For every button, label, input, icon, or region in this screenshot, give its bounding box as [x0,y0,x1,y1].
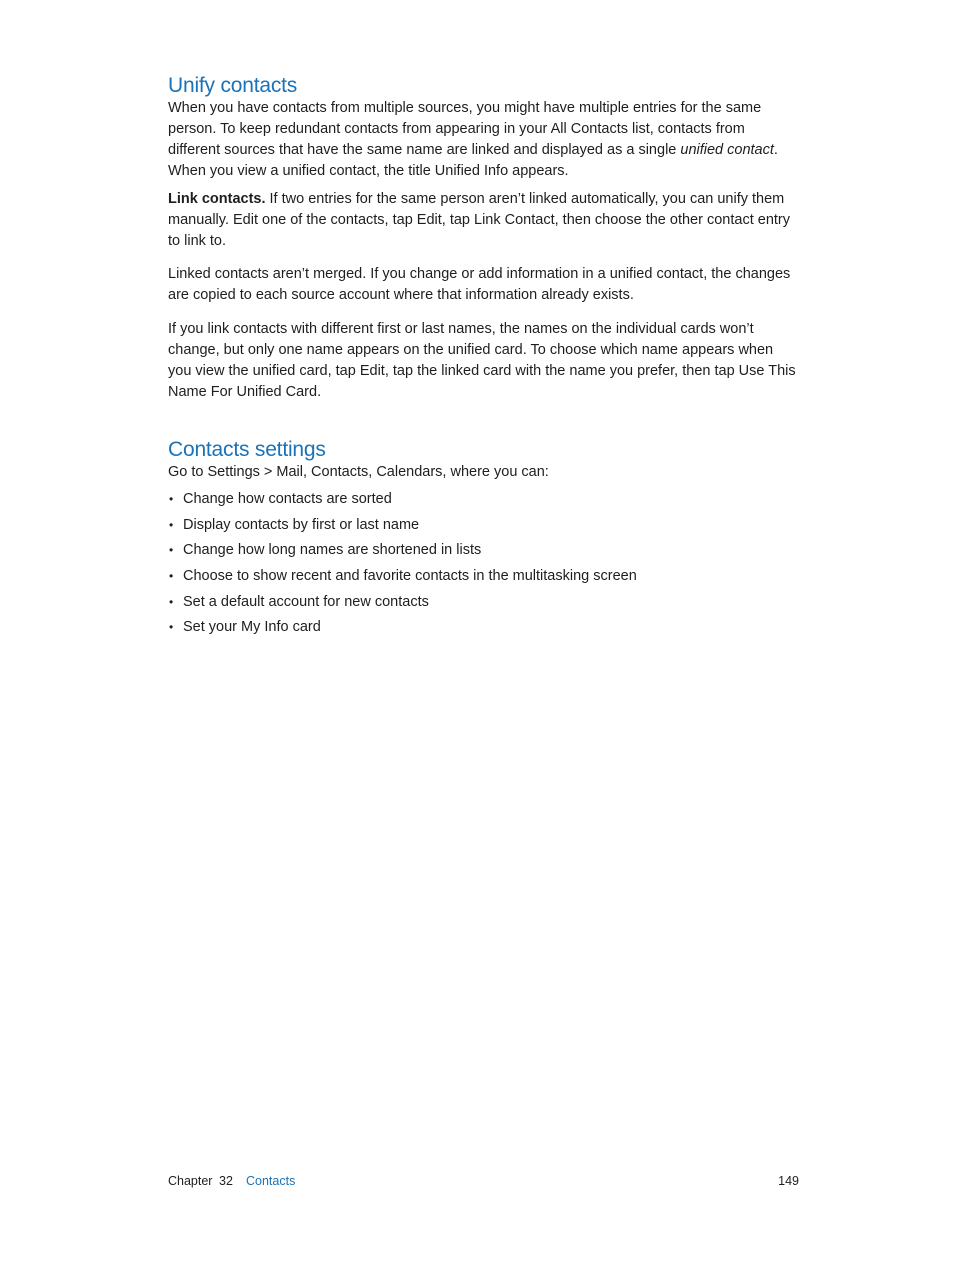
bullet-icon: • [169,543,174,558]
list-item [168,617,637,643]
footer-chapter-label: Chapter [168,1174,213,1188]
section-heading-contacts-settings: Contacts settings [168,438,326,461]
bullet-icon: • [169,492,174,506]
bullet-icon: • [169,594,174,609]
link-contacts-lead: Link contacts. [168,191,266,207]
link-contacts-text: If two entries for the same person aren’t linked automatically, you can unify them manually. Edit one of the contacts, tap Edit, tap Link Contact, then choose the other contact entry to link to. [168,191,790,249]
unified-contact-term: unified contact [680,142,774,158]
list-item-text: Set a default account for new contacts [183,593,429,610]
link-contacts-paragraph [168,189,800,252]
list-item [168,566,637,592]
footer-page-number: 149 [778,1174,799,1188]
list-item-text: Change how long names are shortened in lists [183,542,482,559]
list-item-text: Display contacts by first or last name [183,516,420,533]
bullet-icon: • [169,620,174,635]
bullet-icon: • [169,517,174,532]
list-item [168,592,637,618]
list-item-text: Set your My Info card [183,619,321,636]
section-heading-unify-contacts: Unify contacts [168,74,298,97]
footer-chapter-link[interactable]: Contacts [246,1174,296,1188]
bullet-icon: • [169,569,174,584]
list-item-text: Change how contacts are sorted [183,491,392,507]
settings-bullet-list [168,489,637,643]
settings-intro-paragraph: Go to Settings > Mail, Contacts, Calendars, where you can: [168,464,549,480]
different-names-paragraph: If you link contacts with different first or last names, the names on the individual cards won’t change, but only one name appears on the unified card. To choose which name appears when you view the unified card, tap Edit, tap the linked card with the name you prefer, then tap Use This Name For Unified Card. [168,321,796,400]
unify-intro-text-1: When you have contacts from multiple sources, you might have multiple entries for the same person. To keep redundant contacts from appearing in your All Contacts list, contacts from different sources that have the same name are linked and displayed as a single [168,100,762,158]
list-item [168,515,637,541]
list-item-text: Choose to show recent and favorite contacts in the multitasking screen [183,568,637,585]
list-item [168,489,637,515]
unify-intro-text-2: . When you view a unified contact, the title Unified Info appears. [168,142,778,179]
list-item [168,540,637,566]
linked-not-merged-paragraph: Linked contacts aren’t merged. If you change or add information in a unified contact, the changes are copied to each source account where that information already exists. [168,266,791,303]
footer-chapter-number: 32 [219,1174,233,1188]
unify-intro-paragraph [168,98,800,182]
